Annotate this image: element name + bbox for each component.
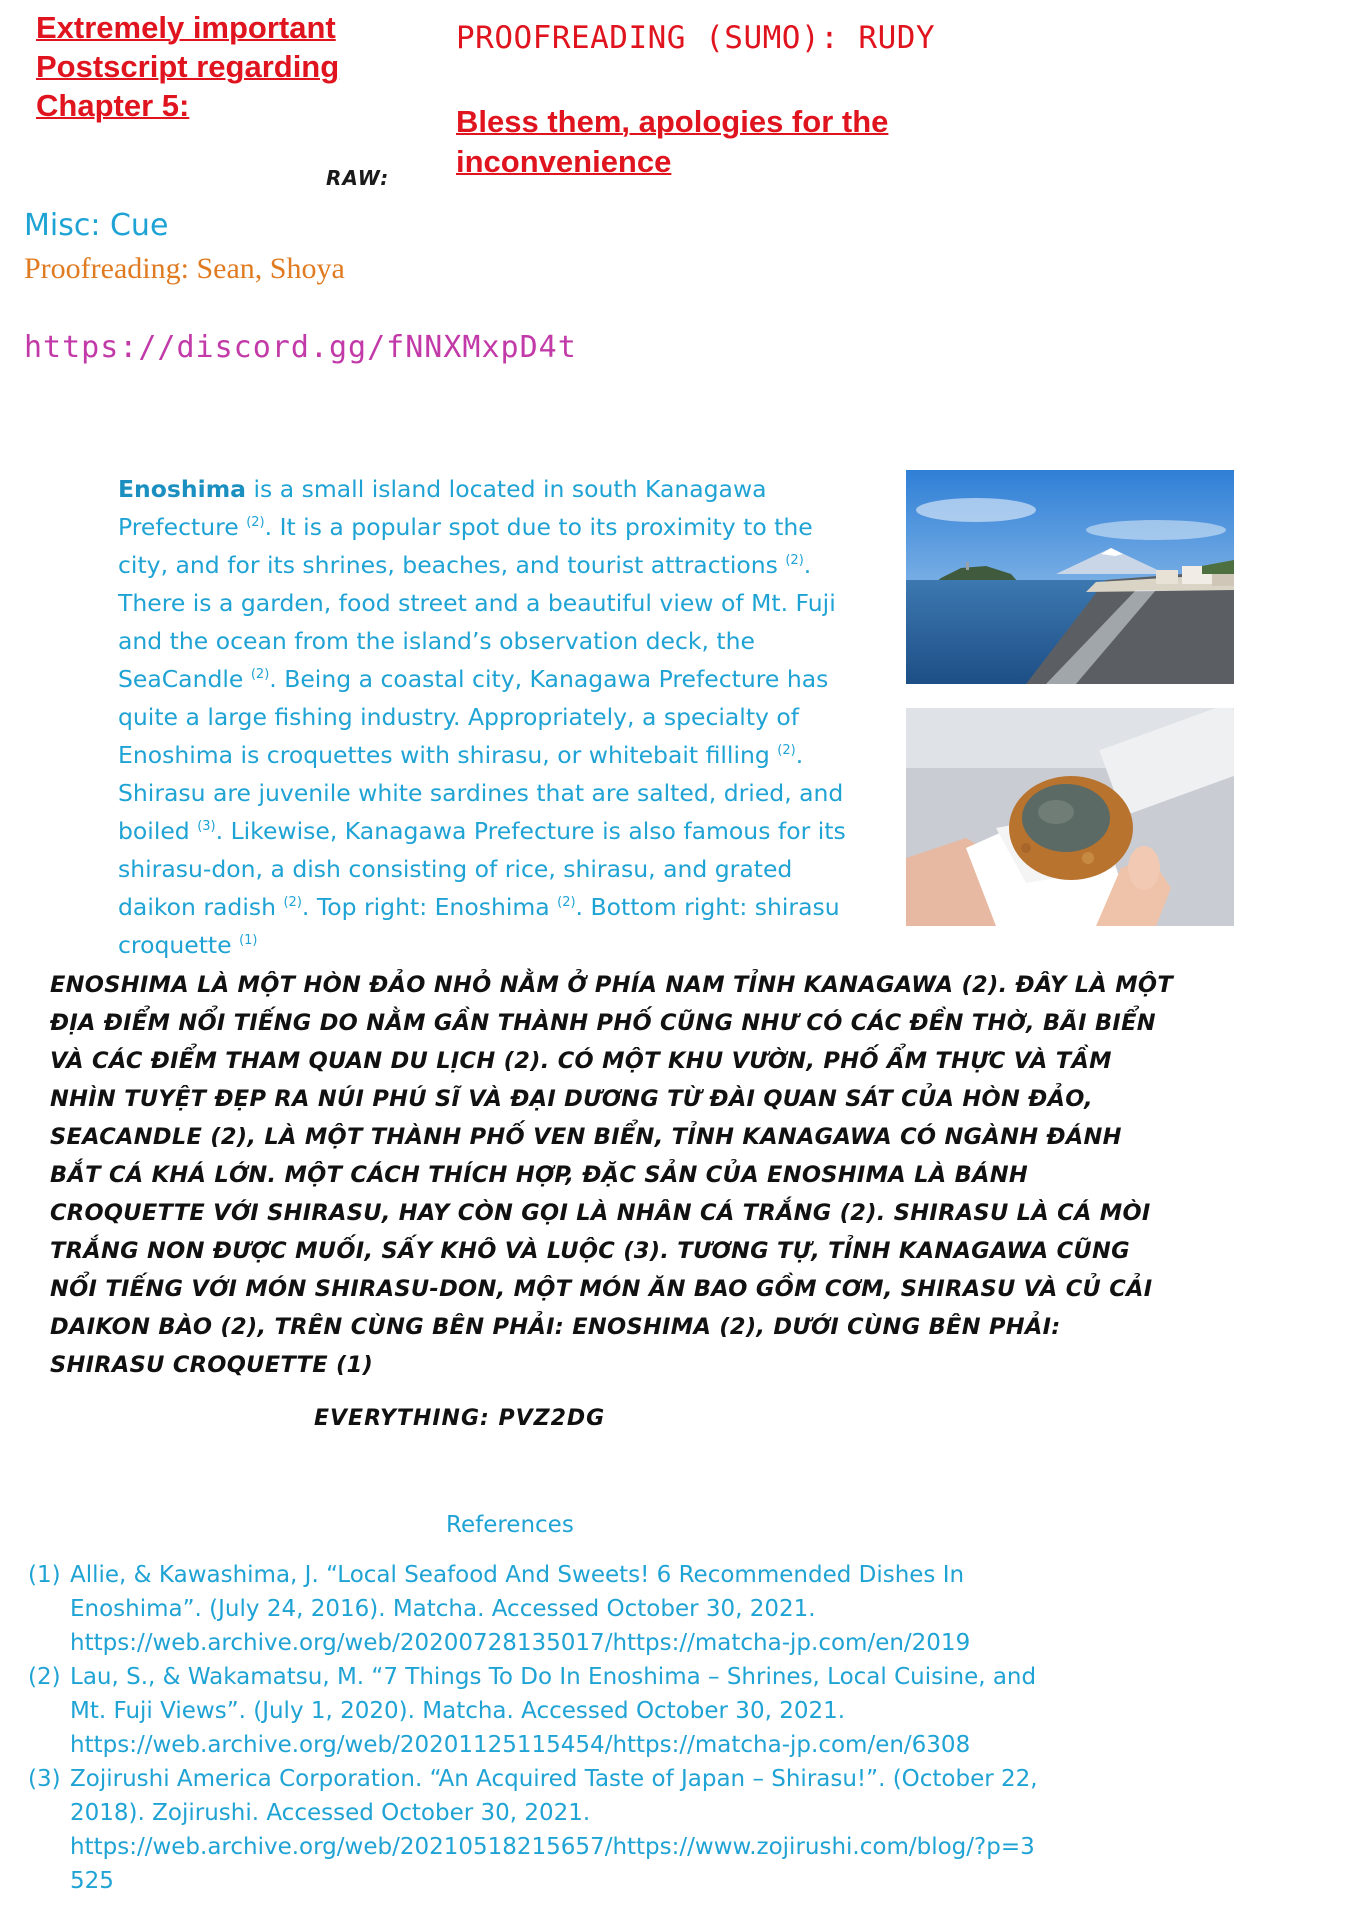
en-text: . Being a coastal city, Kanagawa Prefecture has quite a large fishing industry. Appropriately, a specialty of Enoshima is croquettes with shirasu, or whitebait filling [118,665,829,769]
reference-number: (1) [28,1562,61,1588]
enoshima-bold: Enoshima [118,475,247,503]
citation: (2) [777,743,796,758]
enoshima-photo [906,470,1234,684]
citation: (2) [246,515,265,530]
reference-url[interactable]: https://web.archive.org/web/20210518215657/https://www.zojirushi.com/blog/?p=3525 [70,1834,1035,1894]
misc-credit: Misc: Cue [24,208,169,243]
en-text: . Shirasu are juvenile white sardines that are salted, dried, and boiled [118,741,844,845]
en-text: is a small island located in south Kanagawa Prefecture [118,475,767,541]
reference-item [28,1558,1038,1660]
reference-text: Allie, & Kawashima, J. “Local Seafood And Sweets! 6 Recommended Dishes In Enoshima”. (July 24, 2016). Matcha. Accessed October 30, 2021. [70,1562,965,1622]
en-text: . There is a garden, food street and a beautiful view of Mt. Fuji and the ocean from the island’s observation deck, the SeaCandle [118,551,836,693]
reference-text: Lau, S., & Wakamatsu, M. “7 Things To Do In Enoshima – Shrines, Local Cuisine, and Mt. Fuji Views”. (July 1, 2020). Matcha. Accessed October 30, 2021. [70,1664,1037,1724]
reference-url[interactable]: https://web.archive.org/web/20200728135017/https://matcha-jp.com/en/2019 [70,1630,971,1656]
postscript-heading: Extremely important Postscript regarding Chapter 5: [36,10,340,123]
proofreading-sumo-credit: PROOFREADING (SUMO): RUDY [456,20,936,56]
en-text: . Likewise, Kanagawa Prefecture is also famous for its shirasu-don, a dish consisting of rice, shirasu, and grated daikon radish [118,817,846,921]
apology-note: Bless them, apologies for the inconvenience [456,104,889,179]
reference-number: (3) [28,1766,61,1792]
reference-text: Zojirushi America Corporation. “An Acquired Taste of Japan – Shirasu!”. (October 22, 2018). Zojirushi. Accessed October 30, 2021. [70,1766,1038,1826]
raw-credit: RAW: [326,166,390,190]
reference-number: (2) [28,1664,61,1690]
croquette-photo [906,708,1234,926]
references-list [28,1558,1038,1898]
citation: (2) [557,895,576,910]
citation: (2) [250,667,270,682]
citation: (3) [197,819,216,834]
proofreading-credit: Proofreading: Sean, Shoya [24,252,345,285]
vietnamese-paragraph: ENOSHIMA LÀ MỘT HÒN ĐẢO NHỎ NẰM Ở PHÍA NAM TỈNH KANAGAWA (2). ĐÂY LÀ MỘT ĐỊA ĐIỂM NỔI TIẾNG DO NẰM GẦN THÀNH PHỐ CŨNG NHƯ CÓ CÁC ĐỀN THỜ, BÃI BIỂN VÀ CÁC ĐIỂM THAM QUAN DU LỊCH (2). CÓ MỘT KHU VƯỜN, PHỐ ẨM THỰC VÀ TẦM NHÌN TUYỆT ĐẸP RA NÚI PHÚ SĨ VÀ ĐẠI DƯƠNG TỪ ĐÀI QUAN SÁT CỦA HÒN ĐẢO, SEACANDLE (2), LÀ MỘT THÀNH PHỐ VEN BIỂN, TỈNH KANAGAWA CÓ NGÀNH ĐÁNH BẮT CÁ KHÁ LỚN. MỘT CÁCH THÍCH HỢP, ĐẶC SẢN CỦA ENOSHIMA LÀ BÁNH CROQUETTE VỚI SHIRASU, HAY CÒN GỌI LÀ NHÂN CÁ TRẮNG (2). SHIRASU LÀ CÁ MÒI TRẮNG NON ĐƯỢC MUỐI, SẤY KHÔ VÀ LUỘC (3). TƯƠNG TỰ, TỈNH KANAGAWA CŨNG NỔI TIẾNG VỚI MÓN SHIRASU-DON, MỘT MÓN ĂN BAO GỒM CƠM, SHIRASU VÀ CỦ CẢI DAIKON BÀO (2), TRÊN CÙNG BÊN PHẢI: ENOSHIMA (2), DƯỚI CÙNG BÊN PHẢI: SHIRASU CROQUETTE (1) [50,972,1173,1378]
reference-item [28,1762,1038,1898]
citation: (2) [785,553,804,568]
en-text: . It is a popular spot due to its proximity to the city, and for its shrines, beaches, and tourist attractions [118,513,813,579]
references-title: References [446,1512,574,1538]
reference-item [28,1660,1038,1762]
en-text: . Top right: Enoshima [301,893,558,921]
citation: (2) [283,895,302,910]
citation: (1) [239,933,258,948]
en-text: . Bottom right: shirasu croquette [118,893,840,959]
discord-link[interactable]: https://discord.gg/fNNXMxpD4t [24,330,577,365]
everything-credit: EVERYTHING: PVZ2DG [314,1406,606,1431]
english-paragraph [118,470,858,964]
reference-url[interactable]: https://web.archive.org/web/20201125115454/https://matcha-jp.com/en/6308 [70,1732,971,1758]
